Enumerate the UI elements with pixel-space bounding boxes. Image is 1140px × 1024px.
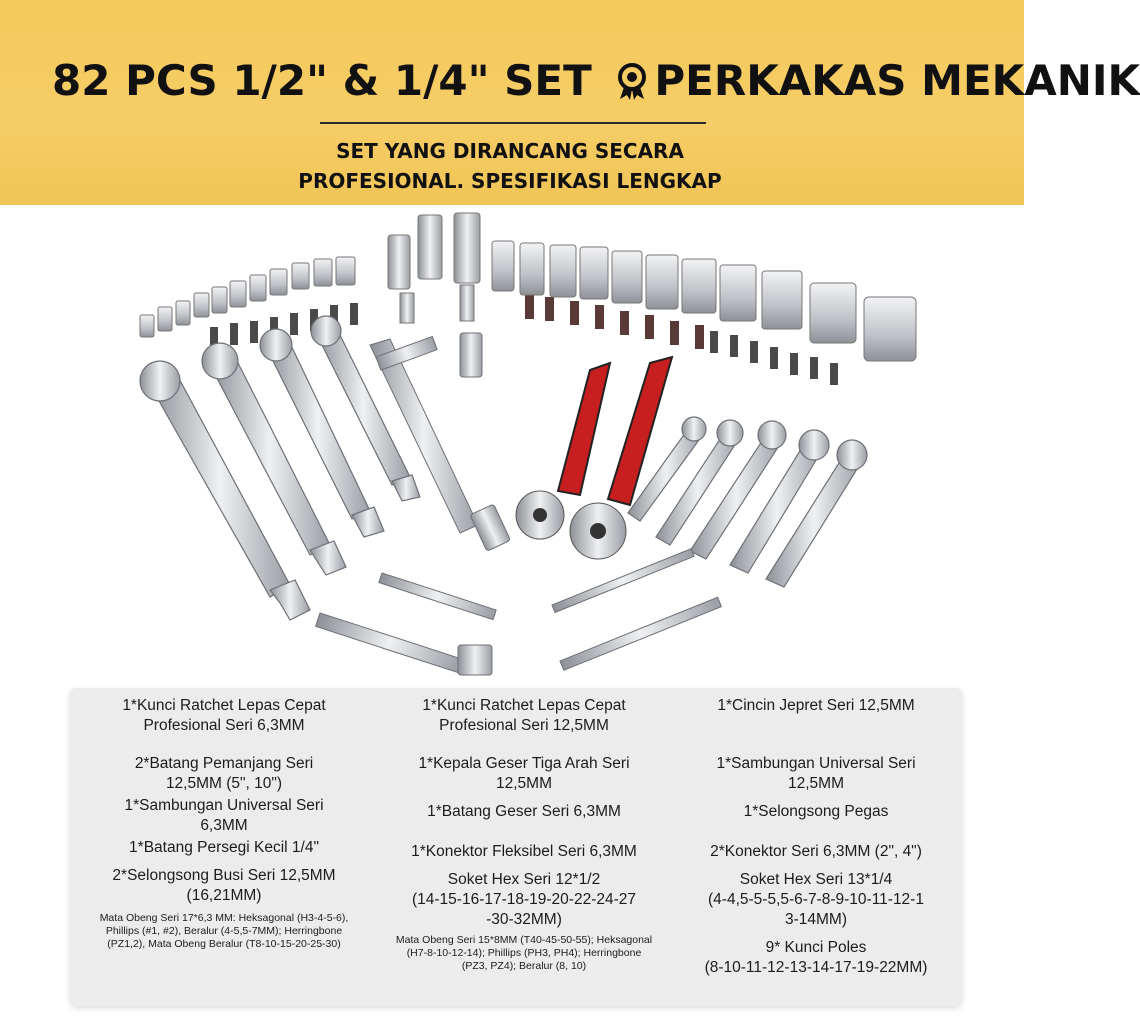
spec-item: 1*Kepala Geser Tiga Arah Seri [418,755,630,772]
spec-item: 12,5MM [788,775,844,792]
specs-column-1 [84,696,364,951]
spec-item: 6,3MM [200,817,248,834]
spec-item: 12,5MM [496,775,552,792]
spec-item: 1*Cincin Jepret Seri 12,5MM [717,697,915,714]
subtitle-line2: PROFESIONAL. SPESIFIKASI LENGKAP [298,169,722,193]
spec-item: -30-32MM) [486,911,562,928]
spec-item: 2*Selongsong Busi Seri 12,5MM [112,867,336,884]
specs-panel [70,688,962,1006]
title-part1: 82 PCS 1/2" & 1/4" SET [52,56,607,105]
divider [320,122,706,124]
subtitle [250,136,770,196]
ratchet-handles [516,357,672,559]
specs-column-2 [374,696,674,973]
tool-set-image [120,205,940,685]
title-part2: PERKAKAS MEKANIK [654,56,1140,105]
spec-bits-note: Mata Obeng Seri 17*6,3 MM: Heksagonal (H3-4-5-6), Phillips (#1, #2), Beralur (4-5,5-7MM); Herringbone (PZ1,2), Mata Obeng Beralur (T8-10-15-20-25-30) [99,912,349,950]
spec-item: 1*Sambungan Universal Seri [124,797,324,814]
spec-bits-note: Mata Obeng Seri 15*8MM (T40-45-50-55); Heksagonal (H7-8-10-12-14); Phillips (PH3, PH4); Herringbone (PZ3, PZ4); Beralur (8, 10) [395,934,653,972]
spec-item: Soket Hex Seri 13*1/4 [739,871,893,888]
subtitle-line1: SET YANG DIRANCANG SECARA [336,139,684,163]
spec-item: 3-14MM) [784,911,847,928]
short-extensions [316,549,722,675]
spec-item: 9* Kunci Poles [765,939,867,956]
spec-item: Profesional Seri 6,3MM [143,717,305,734]
award-badge-icon [614,52,650,92]
spec-item: 2*Konektor Seri 6,3MM (2", 4") [710,843,922,860]
spec-item: 2*Batang Pemanjang Seri [134,755,314,772]
spec-item: 1*Konektor Fleksibel Seri 6,3MM [411,843,637,860]
spec-item: 12,5MM (5", 10") [165,775,283,792]
spec-item: Profesional Seri 12,5MM [439,717,609,734]
spec-item: 1*Kunci Ratchet Lepas Cepat [122,697,326,714]
spec-item: 1*Batang Geser Seri 6,3MM [427,803,621,820]
specs-column-3 [676,696,956,978]
spec-item: (4-4,5-5-5,5-6-7-8-9-10-11-12-1 [708,891,924,908]
spec-item: 1*Batang Persegi Kecil 1/4" [129,839,319,856]
spec-item: 1*Selongsong Pegas [743,803,889,820]
spec-item: (14-15-16-17-18-19-20-22-24-27 [411,891,637,908]
spec-item: 1*Sambungan Universal Seri [716,755,916,772]
page-title [52,46,1140,116]
spec-item: (8-10-11-12-13-14-17-19-22MM) [704,959,928,976]
socket-adaptors [388,213,480,323]
spec-item: Soket Hex Seri 12*1/2 [447,871,601,888]
spec-item: 1*Kunci Ratchet Lepas Cepat [422,697,626,714]
spec-item: (16,21MM) [186,887,262,904]
